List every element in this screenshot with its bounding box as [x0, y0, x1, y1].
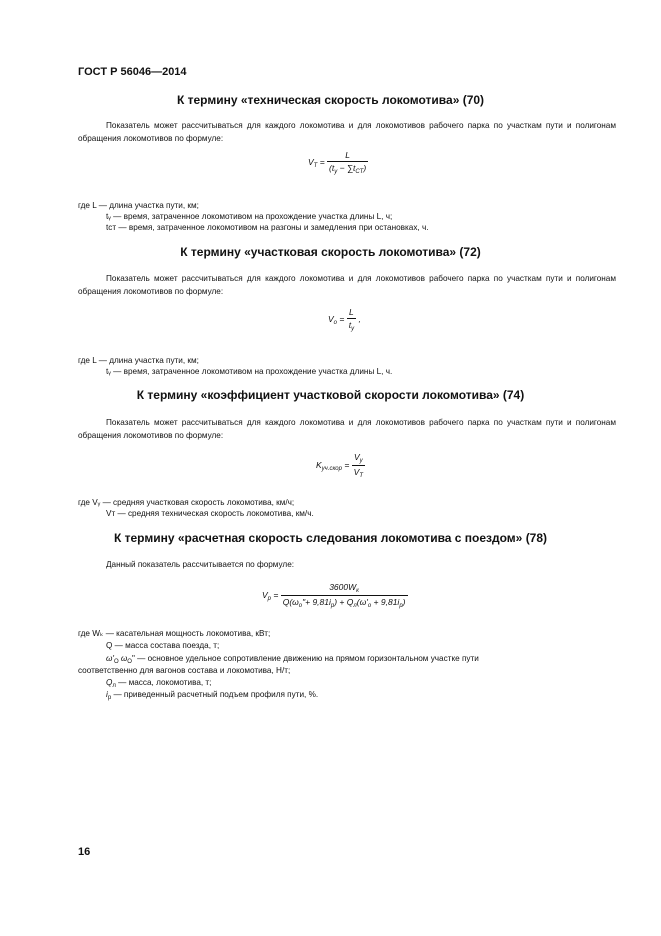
- formula-74: $K_{уч.скор}$ = $\frac{V_y}{V_T}$: [316, 452, 363, 479]
- heading-78: К термину «расчетная скорость следования локомотива с поездом» (78): [113, 531, 548, 545]
- where-70-1: где L — длина участка пути, км;: [78, 201, 199, 210]
- document-header: ГОСТ Р 56046—2014: [78, 66, 187, 78]
- heading-72: К термину «участковая скорость локомотива» (72): [180, 245, 481, 259]
- paragraph-74: Показатель может рассчитываться для каждого локомотива и для локомотивов рабочего парка по участкам пути и полигонам обращения локомотивов по формуле:: [78, 418, 616, 440]
- formula-78: $V_p$ = $\frac{3600W_к}{Q(\omega_o"+ 9,81i_p) + Q_л(\omega'_o + 9,81i_p)}$: [262, 582, 406, 609]
- where-70-3: tст — время, затраченное локомотивом на разгоны и замедления при остановках, ч.: [106, 223, 429, 232]
- formula-70: $V_T$ = $\frac{L}{(t_y - \sum t_{CT})}$: [308, 150, 367, 175]
- where-78-3: $\omega'_O$ $\omega_O$" — основное удельное сопротивление движению на прямом горизонтальном участке пути: [106, 654, 479, 665]
- where-78-2: Q — масса состава поезда, т;: [106, 641, 220, 650]
- paragraph-72: Показатель может рассчитываться для каждого локомотива и для локомотивов рабочего парка по участкам пути и полигонам обращения локомотивов по формуле:: [78, 274, 616, 296]
- where-72-1: где L — длина участка пути, км;: [78, 356, 199, 365]
- page-number: 16: [78, 846, 91, 858]
- heading-70: К термину «техническая скорость локомотива» (70): [176, 93, 485, 107]
- where-70-2: tᵧ — время, затраченное локомотивом на прохождение участка длины L, ч;: [106, 212, 393, 221]
- where-78-5: $Q_л$ — масса, локомотива, т;: [106, 678, 212, 689]
- where-74-1: где Vᵧ — средняя участковая скорость локомотива, км/ч;: [78, 498, 295, 507]
- where-78-1: где Wₖ — касательная мощность локомотива, кВт;: [78, 629, 271, 638]
- where-78-6: $i_p$ — приведенный расчетный подъем профиля пути, %.: [106, 690, 319, 701]
- heading-74: К термину «коэффициент участковой скорости локомотива» (74): [136, 388, 525, 402]
- paragraph-78: Данный показатель рассчитывается по формуле:: [106, 560, 295, 569]
- where-78-4: соответственно для вагонов состава и локомотива, Н/т;: [78, 666, 291, 675]
- where-72-2: tᵧ — время, затраченное локомотивом на прохождение участка длины L, ч.: [106, 367, 393, 376]
- formula-72: $V_o$ = $\frac{L}{t_y}$ ,: [328, 307, 361, 332]
- paragraph-70: Показатель может рассчитываться для каждого локомотива и для локомотивов рабочего парка по участкам пути и полигонам обращения локомотивов по формуле:: [78, 121, 616, 143]
- where-74-2: Vт — средняя техническая скорость локомотива, км/ч.: [106, 509, 314, 518]
